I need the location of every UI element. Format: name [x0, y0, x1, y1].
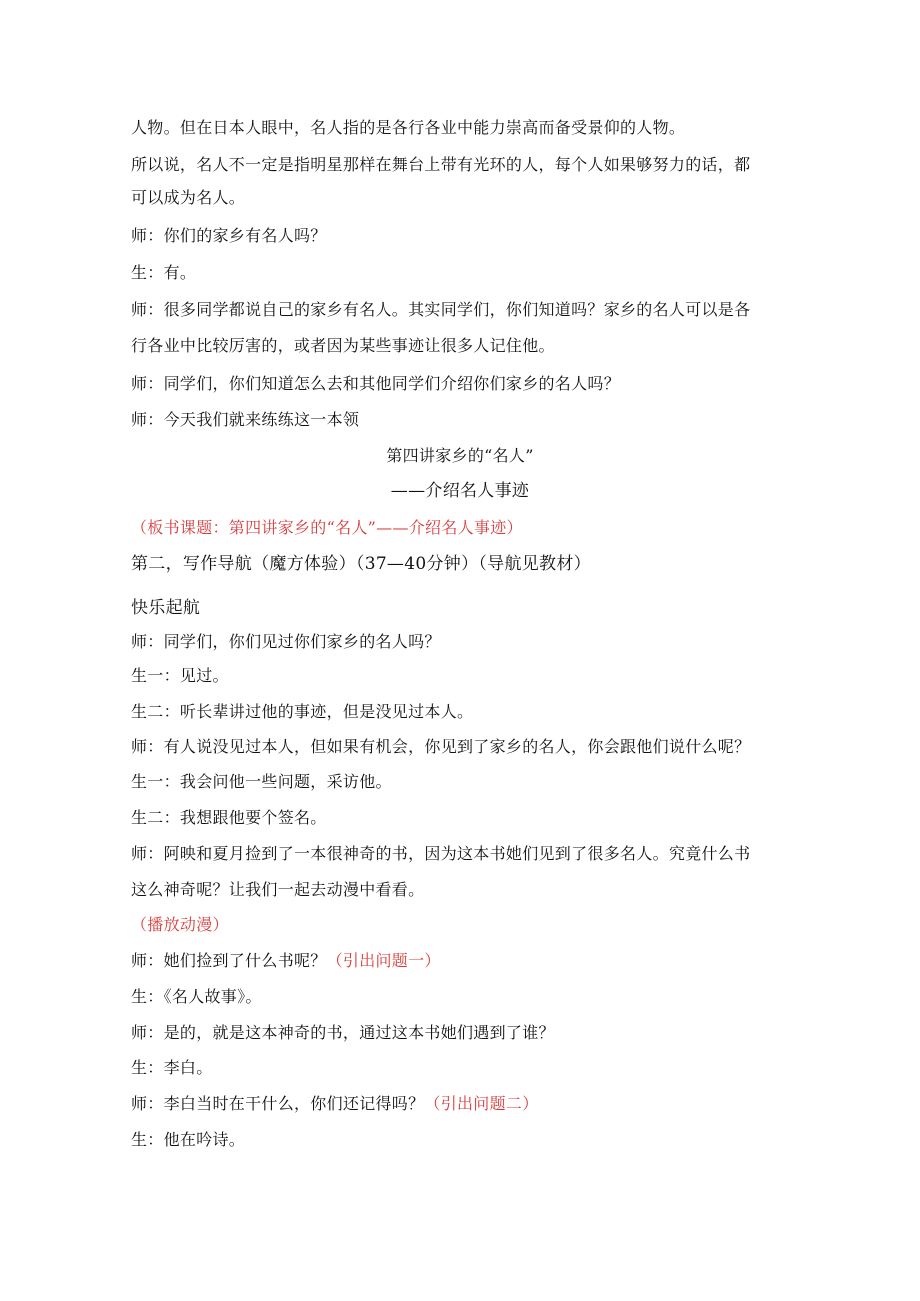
dialogue-line: 师：同学们，你们知道怎么去和其他同学们介绍你们家乡的名人吗？: [131, 374, 621, 393]
dialogue-line: 师：有人说没见过本人，但如果有机会，你见到了家乡的名人，你会跟他们说什么呢？: [131, 737, 751, 756]
dialogue-line: 师：同学们，你们见过你们家乡的名人吗？: [131, 632, 441, 651]
board-note: （板书课题：第四讲家乡的“名人”——介绍名人事迹）: [131, 518, 523, 537]
dialogue-line: 生：《名人故事》。: [131, 987, 262, 1006]
dialogue-line: 师：阿映和夏月捡到了一本很神奇的书，因为这本书她们见到了很多名人。究竟什么书: [131, 844, 751, 863]
question-text: 师：她们捡到了什么书呢？: [131, 951, 327, 970]
dialogue-line: 生一：见过。: [131, 666, 229, 685]
dialogue-line: [131, 1094, 539, 1114]
dialogue-line: 生：他在吟诗。: [131, 1130, 246, 1149]
dialogue-line: 师：今天我们就来练练这一本领: [131, 410, 360, 429]
paragraph-line: 所以说，名人不一定是指明星那样在舞台上带有光环的人，每个人如果够努力的话，都: [131, 155, 751, 174]
dialogue-line: 生：有。: [131, 263, 197, 282]
dialogue-line: 生：李白。: [131, 1058, 213, 1077]
paragraph-line: 可以成为名人。: [131, 188, 246, 207]
dialogue-line: 生一：我会问他一些问题，采访他。: [131, 772, 392, 791]
dialogue-line: 师：很多同学都说自己的家乡有名人。其实同学们，你们知道吗？家乡的名人可以是各: [131, 300, 751, 319]
question-text: 师：李白当时在干什么，你们还记得吗？: [131, 1094, 425, 1113]
paragraph-line: 人物。但在日本人眼中，名人指的是各行各业中能力崇高而备受景仰的人物。: [131, 118, 686, 137]
section-heading: 第二，写作导航（魔方体验）（37—40分钟）（导航见教材）: [131, 554, 591, 574]
subheading: 快乐起航: [131, 598, 201, 618]
dialogue-line: 生二：我想跟他要个签名。: [131, 808, 327, 827]
dialogue-line: 这么神奇呢？让我们一起去动漫中看看。: [131, 880, 425, 899]
dialogue-line: 生二：听长辈讲过他的事迹，但是没见过本人。: [131, 702, 474, 721]
dialogue-line: 师：你们的家乡有名人吗？: [131, 226, 327, 245]
play-note: （播放动漫）: [131, 915, 229, 934]
lesson-title: 第四讲家乡的“名人”: [386, 446, 534, 465]
question-note: （引出问题一）: [326, 951, 441, 970]
lesson-subtitle: ——介绍名人事迹: [390, 481, 530, 501]
dialogue-line: 行各业中比较厉害的，或者因为某些事迹让很多人记住他。: [131, 336, 555, 355]
dialogue-line: [131, 951, 441, 971]
question-note: （引出问题二）: [424, 1094, 539, 1113]
dialogue-line: 师：是的，就是这本神奇的书，通过这本书她们遇到了谁？: [131, 1023, 555, 1042]
